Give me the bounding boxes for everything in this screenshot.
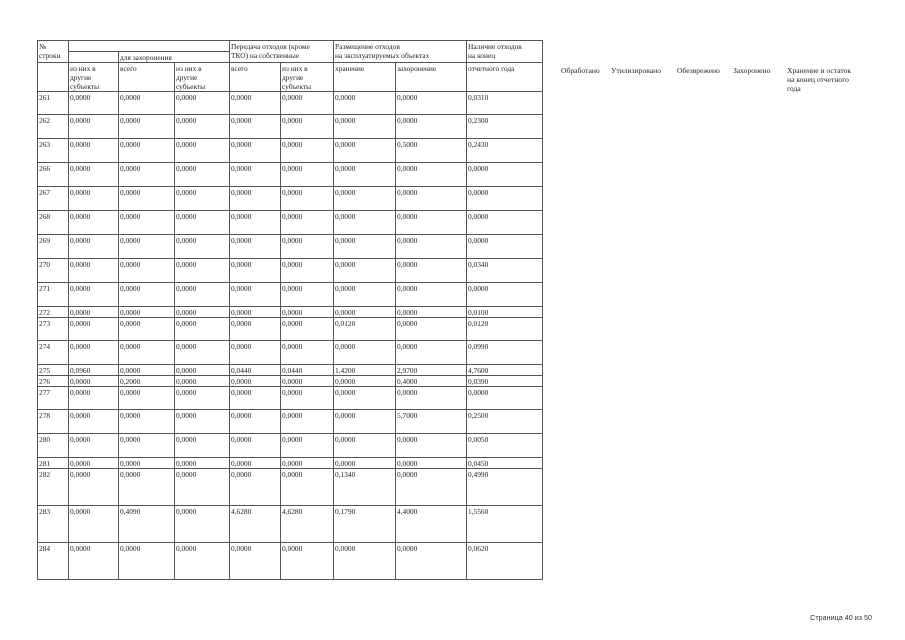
table-cell: 0,0000 xyxy=(396,211,467,235)
table-cell: 0,0000 xyxy=(175,187,230,211)
table-cell: 0,0000 xyxy=(396,469,467,506)
table-cell: 0,0450 xyxy=(467,458,543,469)
row-number: 262 xyxy=(38,115,69,139)
table-cell: 0,0000 xyxy=(175,341,230,365)
table-cell: 0,0000 xyxy=(119,115,175,139)
table-cell: 0,0000 xyxy=(69,139,119,163)
table-cell: 0,0000 xyxy=(119,387,175,410)
table-cell: 0,5000 xyxy=(396,139,467,163)
table-cell: 0,0000 xyxy=(69,307,119,318)
table-cell: 0,0000 xyxy=(396,163,467,187)
table-row xyxy=(38,469,543,506)
table-cell: 0,4990 xyxy=(467,469,543,506)
table-cell: 0,0000 xyxy=(281,543,334,580)
table-cell: 0,0000 xyxy=(175,318,230,341)
table-cell: 1,4200 xyxy=(334,365,396,376)
table-cell: 0,0000 xyxy=(334,115,396,139)
table-cell: 0,0000 xyxy=(281,211,334,235)
table-cell: 0,0000 xyxy=(69,318,119,341)
table-cell: 2,9700 xyxy=(396,365,467,376)
table-cell: 0,0000 xyxy=(281,259,334,283)
table-cell: 0,0000 xyxy=(230,387,281,410)
table-cell: 0,0000 xyxy=(281,139,334,163)
table-cell: 0,0000 xyxy=(281,341,334,365)
table-cell: 0,0000 xyxy=(396,259,467,283)
table-row xyxy=(38,365,543,376)
table-cell: 0,1790 xyxy=(334,506,396,543)
table-cell: 0,0000 xyxy=(281,318,334,341)
row-number: 283 xyxy=(38,506,69,543)
table-cell: 0,0000 xyxy=(396,115,467,139)
table-cell: 0,0000 xyxy=(334,410,396,434)
table-row xyxy=(38,341,543,365)
table-cell: 0,0000 xyxy=(230,341,281,365)
table-cell: 0,0000 xyxy=(69,410,119,434)
table-cell: 0,0000 xyxy=(69,543,119,580)
waste-data-table xyxy=(37,40,543,580)
row-number: 282 xyxy=(38,469,69,506)
table-cell: 0,0000 xyxy=(281,376,334,387)
table-cell: 0,0000 xyxy=(334,211,396,235)
table-cell: 0,0000 xyxy=(396,434,467,458)
table-cell: 0,0000 xyxy=(230,235,281,259)
row-number: 272 xyxy=(38,307,69,318)
table-cell: 0,2430 xyxy=(467,139,543,163)
table-cell: 4,7600 xyxy=(467,365,543,376)
table-cell: 0,4000 xyxy=(396,376,467,387)
header-of-them-2: из них в другие субъекты xyxy=(175,63,230,92)
table-cell: 0,0000 xyxy=(281,307,334,318)
row-number: 268 xyxy=(38,211,69,235)
table-cell: 0,0000 xyxy=(281,410,334,434)
table-row xyxy=(38,139,543,163)
table-cell: 0,0000 xyxy=(119,458,175,469)
table-row xyxy=(38,211,543,235)
table-cell: 0,0000 xyxy=(119,211,175,235)
table-cell: 0,0000 xyxy=(69,376,119,387)
header-availability: Наличие отходов на конец xyxy=(467,41,543,63)
row-number: 267 xyxy=(38,187,69,211)
row-number: 284 xyxy=(38,543,69,580)
table-cell: 0,0120 xyxy=(334,318,396,341)
table-cell: 0,0000 xyxy=(396,187,467,211)
table-cell: 0,0000 xyxy=(119,543,175,580)
table-cell: 0,0000 xyxy=(467,283,543,307)
processed-header: Обработано xyxy=(561,66,600,75)
table-cell: 0,0000 xyxy=(119,365,175,376)
table-cell: 4,4000 xyxy=(396,506,467,543)
table-cell: 0,0000 xyxy=(230,318,281,341)
table-cell: 0,0000 xyxy=(175,92,230,115)
table-cell: 0,0000 xyxy=(119,307,175,318)
table-row xyxy=(38,163,543,187)
table-cell: 0,0000 xyxy=(334,341,396,365)
table-cell: 0,0000 xyxy=(119,410,175,434)
table-row xyxy=(38,387,543,410)
table-cell: 0,0000 xyxy=(281,434,334,458)
table-cell: 0,0440 xyxy=(281,365,334,376)
table-cell: 0,0000 xyxy=(281,387,334,410)
table-cell: 0,0000 xyxy=(119,139,175,163)
table-cell: 0,4090 xyxy=(119,506,175,543)
table-cell: 0,0000 xyxy=(175,211,230,235)
table-cell: 0,0000 xyxy=(69,115,119,139)
table-cell: 0,0000 xyxy=(175,259,230,283)
header-blank-sub xyxy=(69,52,119,63)
row-number: 271 xyxy=(38,283,69,307)
row-number: 273 xyxy=(38,318,69,341)
table-cell: 0,0000 xyxy=(334,434,396,458)
table-cell: 0,0000 xyxy=(175,410,230,434)
table-row xyxy=(38,506,543,543)
table-cell: 0,0000 xyxy=(281,92,334,115)
table-cell: 0,0000 xyxy=(334,387,396,410)
table-cell: 0,0000 xyxy=(69,163,119,187)
row-number: 263 xyxy=(38,139,69,163)
header-burial: захоронение xyxy=(396,63,467,92)
table-cell: 0,0000 xyxy=(69,387,119,410)
table-cell: 0,0000 xyxy=(230,259,281,283)
utilized-header: Утилизировано xyxy=(611,66,661,75)
table-cell: 0,0000 xyxy=(334,235,396,259)
header-of-them-3: из них в другие субъекты xyxy=(281,63,334,92)
table-cell: 0,0990 xyxy=(467,341,543,365)
table-cell: 0,0000 xyxy=(281,283,334,307)
table-cell: 0,0000 xyxy=(69,235,119,259)
table-row xyxy=(38,543,543,580)
table-cell: 0,0000 xyxy=(119,283,175,307)
table-cell: 0,0960 xyxy=(69,365,119,376)
table-cell: 0,0000 xyxy=(230,458,281,469)
table-cell: 0,0120 xyxy=(467,318,543,341)
table-cell: 0,0000 xyxy=(175,307,230,318)
table-cell: 0,0000 xyxy=(119,187,175,211)
table-cell: 0,0000 xyxy=(175,469,230,506)
table-cell: 0,0000 xyxy=(334,283,396,307)
table-cell: 0,2300 xyxy=(467,115,543,139)
neutralized-header: Обезврежено xyxy=(677,66,720,75)
table-cell: 0,0000 xyxy=(230,187,281,211)
header-row-number: № строки xyxy=(38,41,69,63)
table-cell: 0,0000 xyxy=(230,92,281,115)
table-row xyxy=(38,458,543,469)
table-cell: 0,0340 xyxy=(467,259,543,283)
table-cell: 0,0100 xyxy=(467,307,543,318)
header-total-1: всего xyxy=(119,63,175,92)
header-for-burial: для захоронения xyxy=(119,52,230,63)
row-number: 280 xyxy=(38,434,69,458)
table-cell: 0,0000 xyxy=(175,376,230,387)
table-cell: 0,0000 xyxy=(467,163,543,187)
row-number: 276 xyxy=(38,376,69,387)
table-cell: 0,0000 xyxy=(175,387,230,410)
table-cell: 0,0440 xyxy=(230,365,281,376)
table-cell: 0,0000 xyxy=(230,469,281,506)
table-row xyxy=(38,235,543,259)
table-cell: 0,0000 xyxy=(69,434,119,458)
table-cell: 0,0000 xyxy=(119,235,175,259)
row-number: 281 xyxy=(38,458,69,469)
table-cell: 0,0000 xyxy=(281,187,334,211)
table-cell: 0,0000 xyxy=(119,259,175,283)
table-cell: 0,0000 xyxy=(230,434,281,458)
table-cell: 0,0000 xyxy=(175,506,230,543)
header-blank-no xyxy=(38,63,69,92)
table-cell: 0,0390 xyxy=(467,376,543,387)
header-of-them-1: из них в другие субъекты xyxy=(69,63,119,92)
header-blank xyxy=(69,41,230,52)
table-cell: 0,0000 xyxy=(334,307,396,318)
table-cell: 0,0000 xyxy=(281,235,334,259)
table-cell: 0,0000 xyxy=(175,235,230,259)
table-cell: 0,0000 xyxy=(119,469,175,506)
table-cell: 0,0000 xyxy=(281,469,334,506)
table-cell: 0,0000 xyxy=(396,235,467,259)
table-cell: 0,0000 xyxy=(230,376,281,387)
row-number: 266 xyxy=(38,163,69,187)
row-number: 275 xyxy=(38,365,69,376)
table-cell: 0,0000 xyxy=(69,283,119,307)
header-transfer: Передача отходов (кроме ТКО) на собственные xyxy=(230,41,334,63)
table-row xyxy=(38,92,543,115)
row-number: 277 xyxy=(38,387,69,410)
table-cell: 4,6280 xyxy=(281,506,334,543)
storage-balance-header: Хранение и остаток на конец отчетного года xyxy=(787,66,852,93)
table-cell: 0,0000 xyxy=(175,458,230,469)
table-cell: 0,0000 xyxy=(334,259,396,283)
table-cell: 0,0000 xyxy=(69,187,119,211)
row-number: 261 xyxy=(38,92,69,115)
table-cell: 0,0000 xyxy=(230,139,281,163)
table-cell: 0,0000 xyxy=(69,506,119,543)
table-cell: 0,0050 xyxy=(467,434,543,458)
table-cell: 0,0000 xyxy=(175,434,230,458)
table-cell: 0,0000 xyxy=(334,139,396,163)
table-cell: 0,0000 xyxy=(334,543,396,580)
table-cell: 0,1340 xyxy=(334,469,396,506)
table-cell: 0,0000 xyxy=(281,115,334,139)
row-number: 270 xyxy=(38,259,69,283)
table-row xyxy=(38,307,543,318)
table-cell: 5,7000 xyxy=(396,410,467,434)
table-cell: 0,0000 xyxy=(230,307,281,318)
table-cell: 0,0000 xyxy=(467,211,543,235)
table-cell: 0,0000 xyxy=(119,341,175,365)
header-total-2: всего xyxy=(230,63,281,92)
table-cell: 0,0000 xyxy=(334,376,396,387)
table-cell: 0,0000 xyxy=(69,469,119,506)
table-row xyxy=(38,283,543,307)
table-cell: 0,0000 xyxy=(69,211,119,235)
table-cell: 0,0000 xyxy=(230,283,281,307)
table-cell: 0,0000 xyxy=(396,341,467,365)
table-cell: 0,0000 xyxy=(69,259,119,283)
table-cell: 0,0000 xyxy=(396,307,467,318)
table-cell: 0,0000 xyxy=(69,341,119,365)
table-cell: 0,0000 xyxy=(281,163,334,187)
table-cell: 0,0000 xyxy=(175,283,230,307)
table-cell: 0,0000 xyxy=(119,92,175,115)
table-cell: 4,6280 xyxy=(230,506,281,543)
table-cell: 0,0000 xyxy=(334,187,396,211)
table-cell: 0,0000 xyxy=(119,163,175,187)
table-cell: 0,0620 xyxy=(467,543,543,580)
table-row xyxy=(38,376,543,387)
table-cell: 0,0000 xyxy=(396,283,467,307)
table-cell: 0,0000 xyxy=(230,163,281,187)
table-cell: 0,0000 xyxy=(334,458,396,469)
table-cell: 0,0000 xyxy=(175,543,230,580)
page-number: Страница 40 из 50 xyxy=(810,613,872,622)
table-cell: 0,0000 xyxy=(467,235,543,259)
table-cell: 0,0000 xyxy=(396,92,467,115)
table-cell: 0,0000 xyxy=(396,387,467,410)
table-cell: 0,0000 xyxy=(334,163,396,187)
table-cell: 0,2500 xyxy=(467,410,543,434)
table-cell: 0,0000 xyxy=(230,410,281,434)
table-cell: 0,2000 xyxy=(119,376,175,387)
header-storage: хранение xyxy=(334,63,396,92)
table-cell: 0,0000 xyxy=(281,458,334,469)
table-cell: 0,0000 xyxy=(230,115,281,139)
table-cell: 0,0000 xyxy=(230,543,281,580)
table-cell: 0,0000 xyxy=(69,458,119,469)
table-row xyxy=(38,115,543,139)
table-cell: 0,0000 xyxy=(467,187,543,211)
table-cell: 0,0000 xyxy=(396,543,467,580)
table-cell: 0,0000 xyxy=(119,434,175,458)
table-cell: 0,0000 xyxy=(230,211,281,235)
table-row xyxy=(38,434,543,458)
table-cell: 0,0310 xyxy=(467,92,543,115)
table-row xyxy=(38,187,543,211)
table-row xyxy=(38,259,543,283)
header-year-end: отчетного года xyxy=(467,63,543,92)
table-cell: 0,0000 xyxy=(334,92,396,115)
row-number: 274 xyxy=(38,341,69,365)
table-row xyxy=(38,318,543,341)
row-number: 269 xyxy=(38,235,69,259)
header-placement: Размещение отходов на эксплуатируемых объектах xyxy=(334,41,467,63)
row-number: 278 xyxy=(38,410,69,434)
table-cell: 0,0000 xyxy=(175,139,230,163)
table-cell: 0,0000 xyxy=(175,115,230,139)
table-cell: 0,0000 xyxy=(467,387,543,410)
table-cell: 0,0000 xyxy=(69,92,119,115)
table-cell: 1,5560 xyxy=(467,506,543,543)
buried-header: Захоронено xyxy=(733,66,771,75)
table-cell: 0,0000 xyxy=(396,458,467,469)
table-cell: 0,0000 xyxy=(175,365,230,376)
table-cell: 0,0000 xyxy=(119,318,175,341)
table-row xyxy=(38,410,543,434)
table-cell: 0,0000 xyxy=(396,318,467,341)
table-cell: 0,0000 xyxy=(175,163,230,187)
